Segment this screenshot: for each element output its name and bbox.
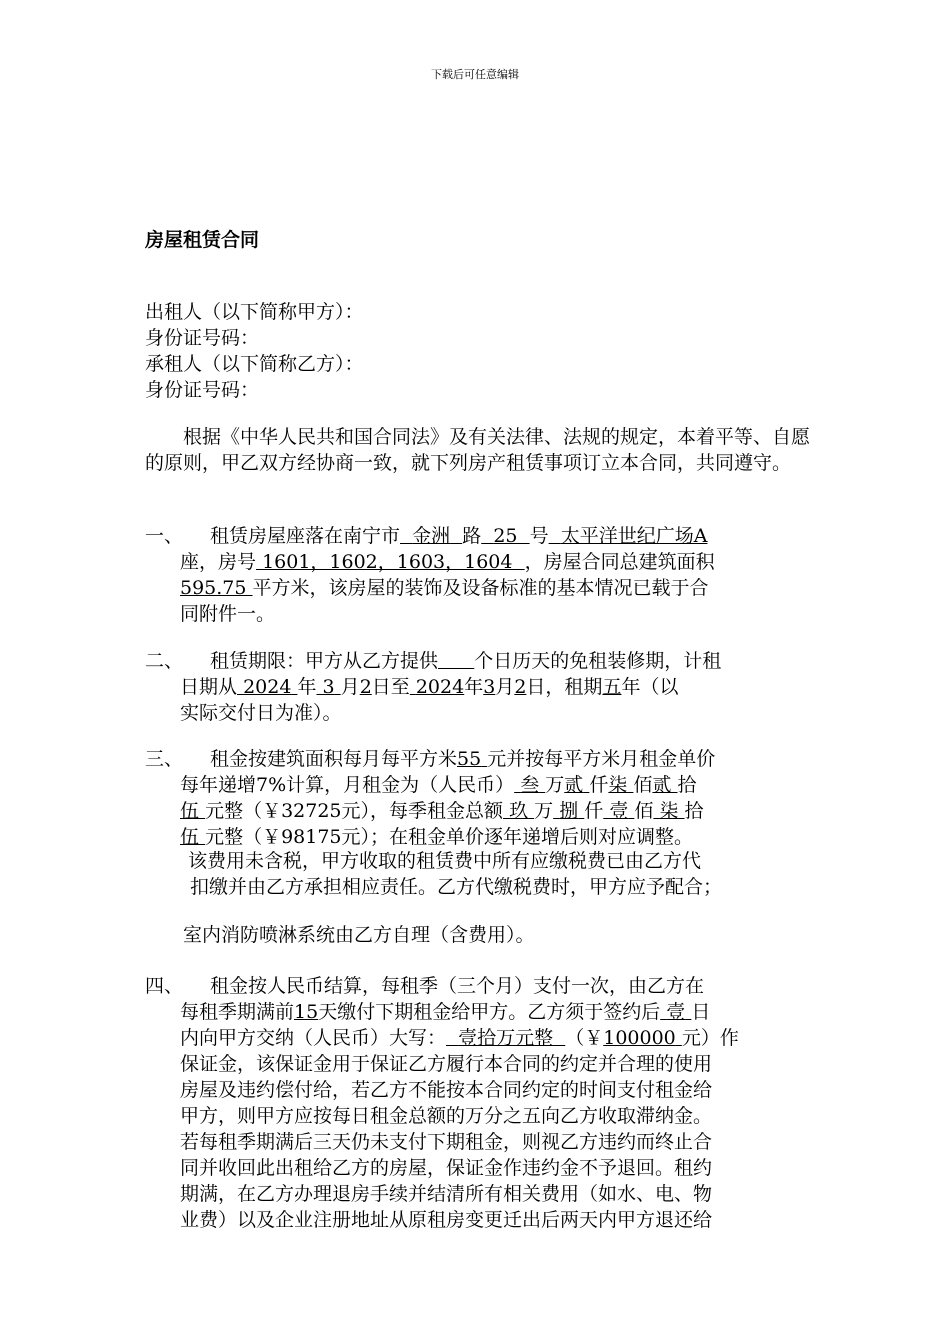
tax-note-line: 扣缴并由乙方承担相应责任。乙方代缴税费时，甲方应予配合； [190, 876, 723, 898]
article-line: 同并收回此出租给乙方的房屋，保证金作违约金不予退回。租约 [180, 1157, 713, 1179]
article-4 [145, 973, 810, 1233]
article-1 [145, 523, 810, 627]
lessor-line: 出租人（以下简称甲方）： [145, 301, 364, 323]
article-line: 实际交付日为准）。 [180, 702, 342, 724]
parties-block [145, 299, 364, 403]
article-line: 租赁期限：甲方从乙方提供 个日历天的免租装修期，计租 [210, 650, 722, 672]
end-day-field: 2 [514, 676, 527, 698]
article-line: 租金按人民币结算，每租季（三个月）支付一次，由乙方在 [210, 975, 705, 997]
start-day-field: 2 [359, 676, 372, 698]
article-2 [145, 648, 810, 726]
road-number-field: 25 [493, 525, 518, 547]
article-line: 同附件一。 [180, 603, 276, 625]
free-period-field [438, 650, 474, 672]
lessor-id-line: 身份证号码： [145, 327, 260, 349]
article-line: 租赁房屋座落在南宁市 金洲 路 25 号 太平洋世纪广场A [210, 525, 708, 547]
document-title: 房屋租赁合同 [145, 229, 260, 251]
deposit-words-field: 壹拾万元整 [458, 1027, 554, 1049]
building-field: 太平洋世纪广场A [560, 525, 708, 547]
article-line: 保证金，该保证金用于保证乙方履行本合同的约定并合理的使用 [180, 1053, 713, 1075]
article-number: 二、 [145, 650, 184, 672]
end-month-field: 3 [483, 676, 496, 698]
days-before-field: 15 [294, 1001, 319, 1023]
tax-note-line: 该费用未含税，甲方收取的租赁费中所有应缴税费已由乙方代 [188, 850, 702, 872]
road-name-field: 金洲 [412, 525, 451, 547]
lessee-id-line: 身份证号码： [145, 379, 260, 401]
area-field: 595.75 [180, 577, 247, 599]
term-years-field: 五 [602, 676, 622, 698]
end-year-field: 2024 [415, 676, 465, 698]
article-line: 座，房号 1601，1602，1603，1604 ，房屋合同总建筑面积 [180, 551, 715, 573]
article-line: 595.75 平方米，该房屋的装饰及设备标准的基本情况已载于合 [180, 577, 709, 599]
lessee-line: 承租人（以下简称乙方）： [145, 353, 364, 375]
article-line: 若每租季期满后三天仍未支付下期租金，则视乙方违约而终止合 [180, 1131, 713, 1153]
article-line: 日期从 2024 年 3 月2日至 2024年3月2日，租期五年（以 [180, 676, 679, 698]
article-number: 四、 [145, 975, 184, 997]
article-number: 三、 [145, 748, 184, 770]
article-number: 一、 [145, 525, 184, 547]
article-line: 业费）以及企业注册地址从原租房变更迁出后两天内甲方退还给 [180, 1209, 713, 1231]
article-line: 内向甲方交纳（人民币）大写： 壹拾万元整 （￥100000 元）作 [180, 1027, 739, 1049]
article-line: 伍 元整（￥32725元），每季租金总额 玖 万 捌 仟 壹 佰 柒 拾 [180, 800, 704, 822]
article-line: 房屋及违约偿付给，若乙方不能按本合同约定的时间支付租金给 [180, 1079, 713, 1101]
fire-system-note: 室内消防喷淋系统由乙方自理（含费用）。 [183, 924, 535, 946]
unit-price-field: 55 [457, 748, 482, 770]
article-line: 租金按建筑面积每月每平方米55 元并按每平方米月租金单价 [210, 748, 716, 770]
start-month-field: 3 [322, 676, 335, 698]
article-line: 期满，在乙方办理退房手续并结清所有相关费用（如水、电、物 [180, 1183, 713, 1205]
article-line: 每年递增7%计算，月租金为（人民币） 叁 万贰 仟柒 佰贰 拾 [180, 774, 697, 796]
page-header: 下载后可任意编辑 [431, 68, 519, 81]
deposit-days-field: 壹 [666, 1001, 686, 1023]
article-line: 伍 元整（￥98175元）；在租金单价逐年递增后则对应调整。 [180, 826, 694, 848]
deposit-amount-field: 100000 [603, 1027, 676, 1049]
start-year-field: 2024 [243, 676, 292, 698]
intro-paragraph: 根据《中华人民共和国合同法》及有关法律、法规的规定，本着平等、自愿的原则，甲乙双方经协商一致，就下列房产租赁事项订立本合同，共同遵守。 [145, 426, 811, 474]
article-line: 每租季期满前15天缴付下期租金给甲方。乙方须于签约后 壹 日 [180, 1001, 711, 1023]
room-number-field: 1601，1602，1603，1604 [262, 551, 513, 573]
article-3 [145, 746, 810, 850]
article-line: 甲方，则甲方应按每日租金总额的万分之五向乙方收取滞纳金。 [180, 1105, 713, 1127]
